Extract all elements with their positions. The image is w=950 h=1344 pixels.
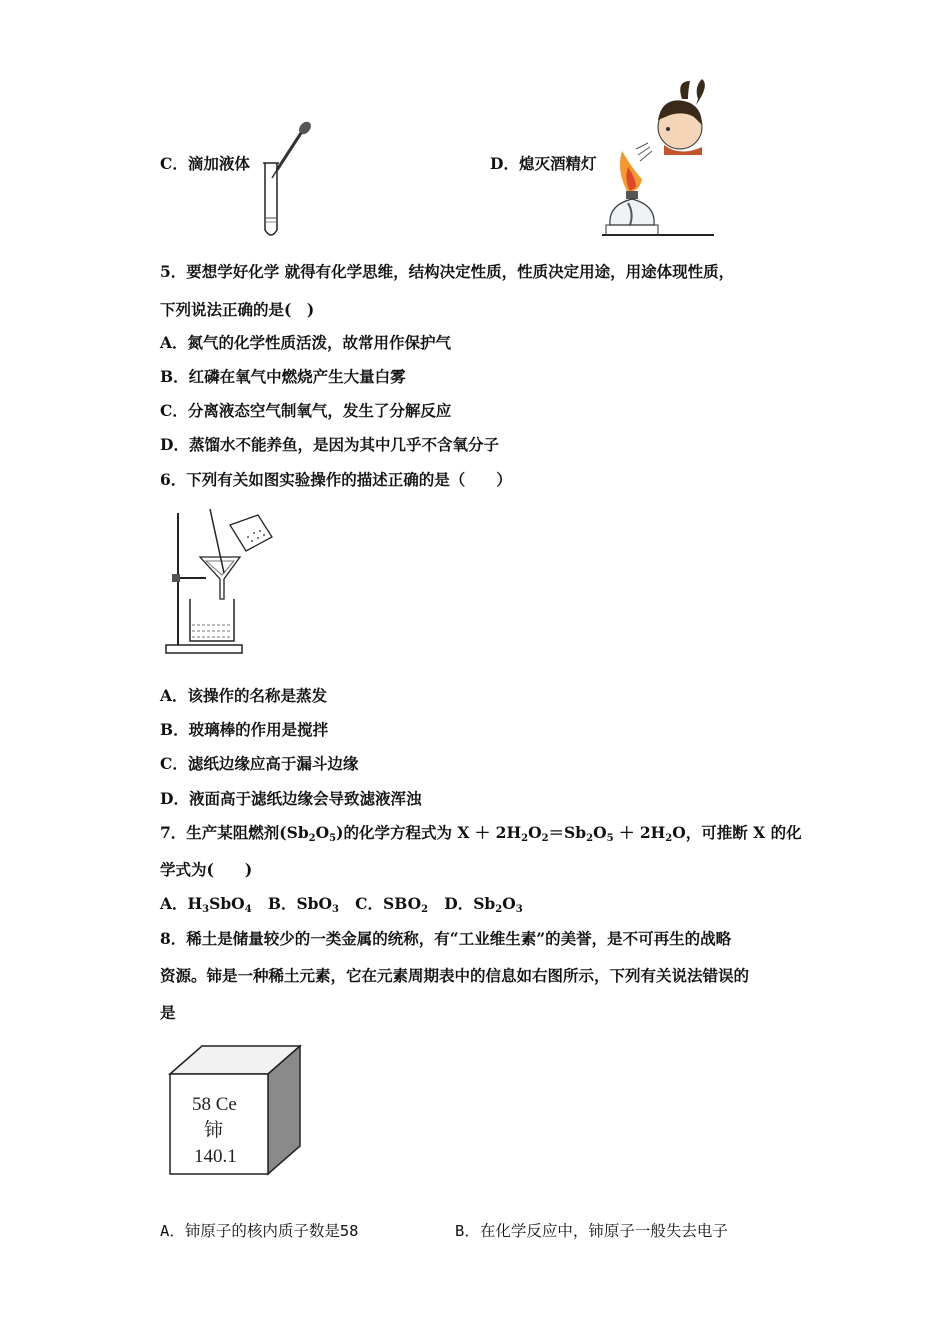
- element-atomic-mass: 140.1: [194, 1146, 237, 1167]
- q8-stem-line3: 是: [160, 1003, 176, 1022]
- q7-stem-line2: 学式为( ): [160, 860, 253, 879]
- q8-stem-line2: 资源。铈是一种稀土元素，它在元素周期表中的信息如右图所示，下列有关说法错误的: [160, 966, 750, 985]
- q6-option-d: D．液面高于滤纸边缘会导致滤液浑浊: [160, 789, 422, 808]
- dropper-test-tube-figure: [255, 118, 315, 243]
- element-card-cube: [164, 1042, 306, 1178]
- q6-stem: 6．下列有关如图实验操作的描述正确的是（ ）: [160, 470, 512, 489]
- q8-option-b: B．在化学反应中，铈原子一般失去电子: [455, 1222, 728, 1240]
- q7-option-c: C．$SBO_2$: [355, 894, 429, 915]
- q7-options: [160, 894, 523, 914]
- filtration-figure: [160, 503, 280, 663]
- q6-option-b: B．玻璃棒的作用是搅拌: [160, 720, 329, 739]
- element-number-symbol: 58 Ce: [192, 1094, 237, 1115]
- q5-option-b: B．红磷在氧气中燃烧产生大量白雾: [160, 367, 406, 386]
- q4-option-d: D．熄灭酒精灯: [490, 154, 597, 173]
- q6-option-c: C．滤纸边缘应高于漏斗边缘: [160, 754, 359, 773]
- q5-option-a: A．氮气的化学性质活泼，故常用作保护气: [160, 333, 452, 352]
- blowing-out-lamp-figure: [598, 75, 718, 243]
- q5-stem-line2: 下列说法正确的是( ): [160, 300, 315, 319]
- q7-option-d: D．$Sb_2O_3$: [444, 894, 523, 915]
- q7-option-b: B．SbO$_3$: [267, 894, 339, 915]
- q4-option-c: C．滴加液体: [160, 154, 250, 173]
- q8-stem-line1: 8．稀土是储量较少的一类金属的统称，有“工业维生素”的美誉，是不可再生的战略: [160, 929, 732, 948]
- q5-stem-line1: 5．要想学好化学 就得有化学思维，结构决定性质，性质决定用途，用途体现性质，: [160, 262, 735, 281]
- q5-option-d: D．蒸馏水不能养鱼，是因为其中几乎不含氧分子: [160, 435, 499, 454]
- element-name: 铈: [204, 1120, 224, 1141]
- q7-option-a: A．$H_3SbO_4$: [160, 894, 252, 915]
- q8-option-a: A．铈原子的核内质子数是58: [160, 1222, 359, 1240]
- q6-option-a: A．该操作的名称是蒸发: [160, 686, 328, 705]
- q7-stem-line1: 7．生产某阻燃剂$(Sb_2O_5)$的化学方程式为 $X + 2H_2O_2=Sb_2O_5 + 2H_2O$，可推断 X 的化: [160, 823, 802, 844]
- q5-option-c: C．分离液态空气制氧气，发生了分解反应: [160, 401, 452, 420]
